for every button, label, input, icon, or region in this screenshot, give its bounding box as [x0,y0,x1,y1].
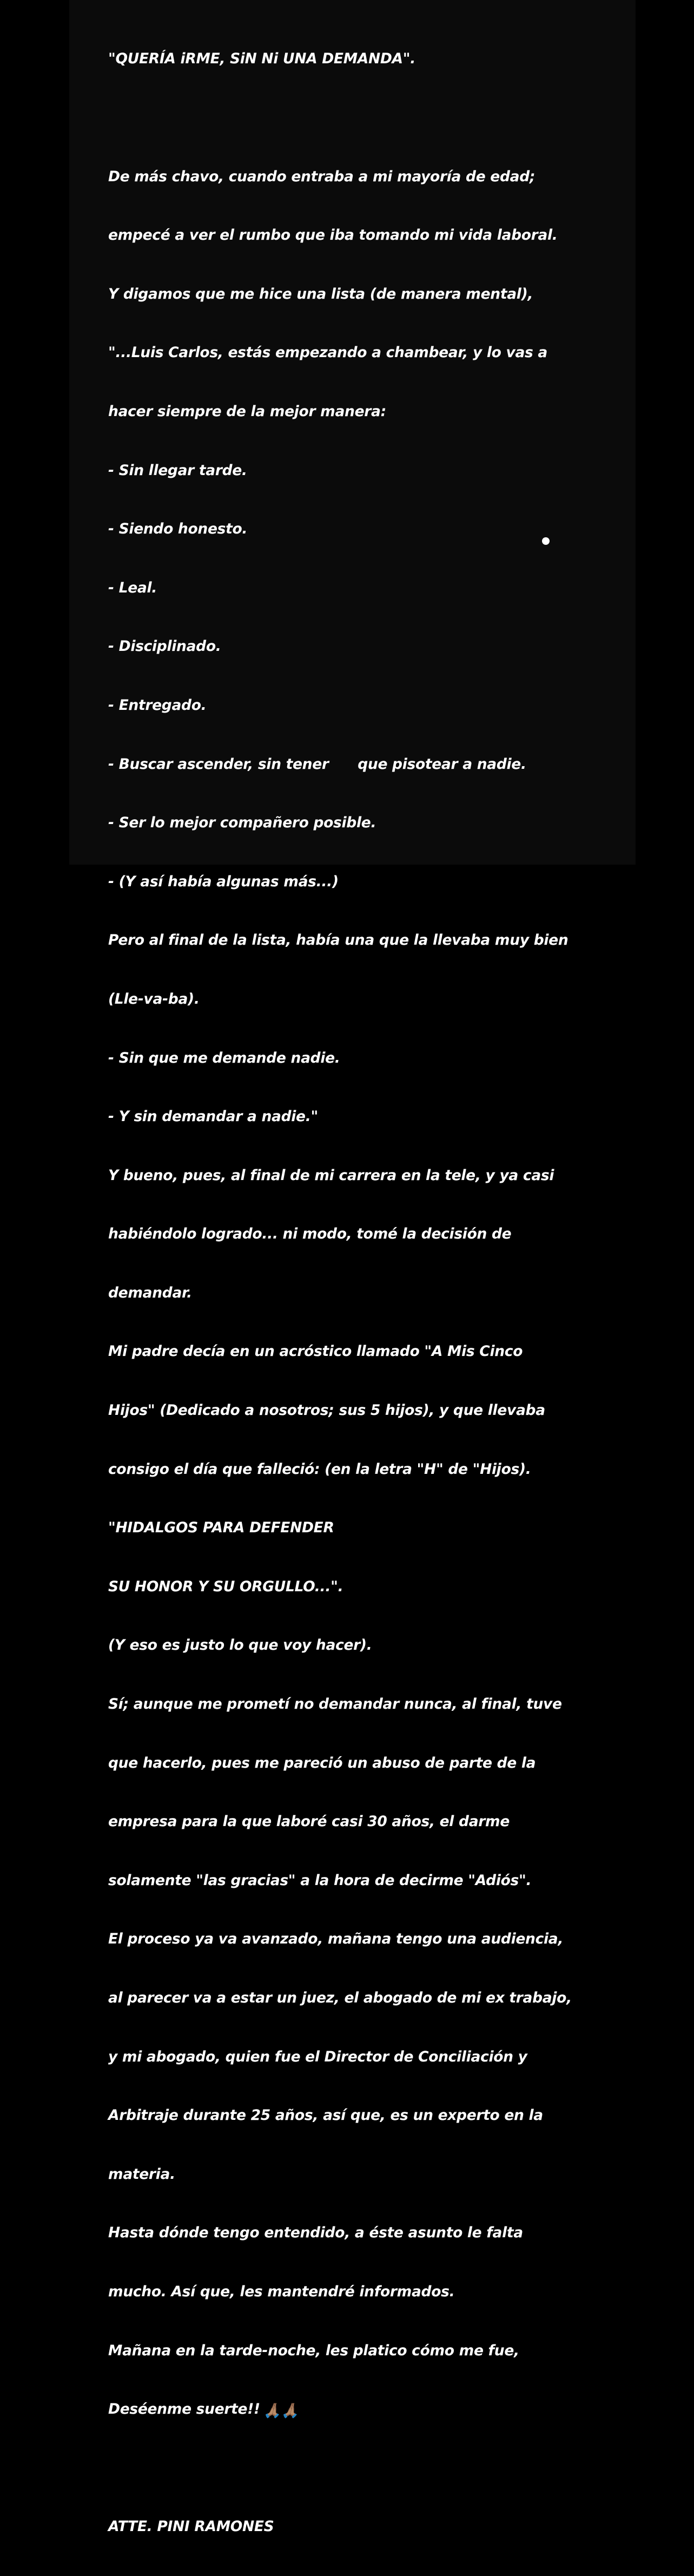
list-item: - Disciplinado. [108,638,221,655]
text-line: empecé a ver el rumbo que iba tomando mi vida laboral. [108,227,558,244]
text-line: mucho. Así que, les mantendré informados. [108,2283,455,2300]
list-item: - Y sin demandar a nadie." [108,1108,318,1125]
text-line: Mañana en la tarde-noche, les platico cómo me fue, [108,2342,519,2359]
post-title: "QUERÍA iRME, SiN Ni UNA DEMANDA". [108,50,416,68]
text-line: Y digamos que me hice una lista (de manera mental), [108,285,533,302]
closing-text: Deséenme suerte!! [108,2401,260,2418]
praying-hands-icon: 🙏🏽🙏🏽 [263,2402,299,2420]
list-item: - Entregado. [108,696,207,714]
text-line: materia. [108,2165,175,2183]
text-line: "HIDALGOS PARA DEFENDER [108,1519,334,1537]
text-line: empresa para la que laboré casi 30 años, el darme [108,1813,510,1830]
list-item: - Sin llegar tarde. [108,462,247,479]
signature: ATTE. PINI RAMONES [108,2518,274,2535]
text-line: (Y eso es justo lo que voy hacer). [108,1637,372,1654]
text-line: Mi padre decía en un acróstico llamado "A Mis Cinco [108,1343,523,1360]
text-line: que hacerlo, pues me pareció un abuso de parte de la [108,1754,536,1771]
text-line: SU HONOR Y SU ORGULLO...". [108,1578,343,1595]
text-line: consigo el día que falleció: (en la letra "H" de "Hijos). [108,1460,531,1478]
list-item: - (Y así había algunas más...) [108,873,339,890]
spacer [108,108,636,128]
text-line: De más chavo, cuando entraba a mi mayoría de edad; [108,168,536,185]
closing-line [108,2400,636,2419]
text-line: Hijos" (Dedicado a nosotros; sus 5 hijos), y que llevaba [108,1402,545,1419]
text-line: solamente "las gracias" a la hora de decirme "Adiós". [108,1872,532,1889]
text-line: hacer siempre de la mejor manera: [108,403,386,420]
text-line: y mi abogado, quien fue el Director de Conciliación y [108,2048,527,2065]
list-item: - Siendo honesto. [108,521,248,538]
text-line: Y bueno, pues, al final de mi carrera en la tele, y ya casi [108,1167,554,1184]
list-item: - Buscar ascender, sin tener que pisotear a nadie. [108,755,526,773]
text-line: habiéndolo logrado... ni modo, tomé la decisión de [108,1226,512,1243]
text-line: Pero al final de la lista, había una que la llevaba muy bien [108,932,569,949]
text-line: Hasta dónde tengo entendido, a éste asunto le falta [108,2224,523,2242]
list-item: - Ser lo mejor compañero posible. [108,814,376,832]
list-item: - Leal. [108,579,157,596]
text-line: El proceso ya va avanzado, mañana tengo una audiencia, [108,1931,564,1948]
post-text [108,10,636,2576]
dot-icon [542,537,550,545]
list-item: - Sin que me demande nadie. [108,1049,340,1066]
text-line: Sí; aunque me prometí no demandar nunca, al final, tuve [108,1696,562,1713]
text-line: Arbitraje durante 25 años, así que, es un experto en la [108,2107,543,2124]
text-line: demandar. [108,1284,192,1301]
spacer [108,2459,636,2478]
story-panel [69,0,636,2535]
text-line: al parecer va a estar un juez, el abogado de mi ex trabajo, [108,1989,572,2006]
text-line: "...Luis Carlos, estás empezando a chambear, y lo vas a [108,344,548,361]
text-line: (Lle-va-ba). [108,990,200,1007]
